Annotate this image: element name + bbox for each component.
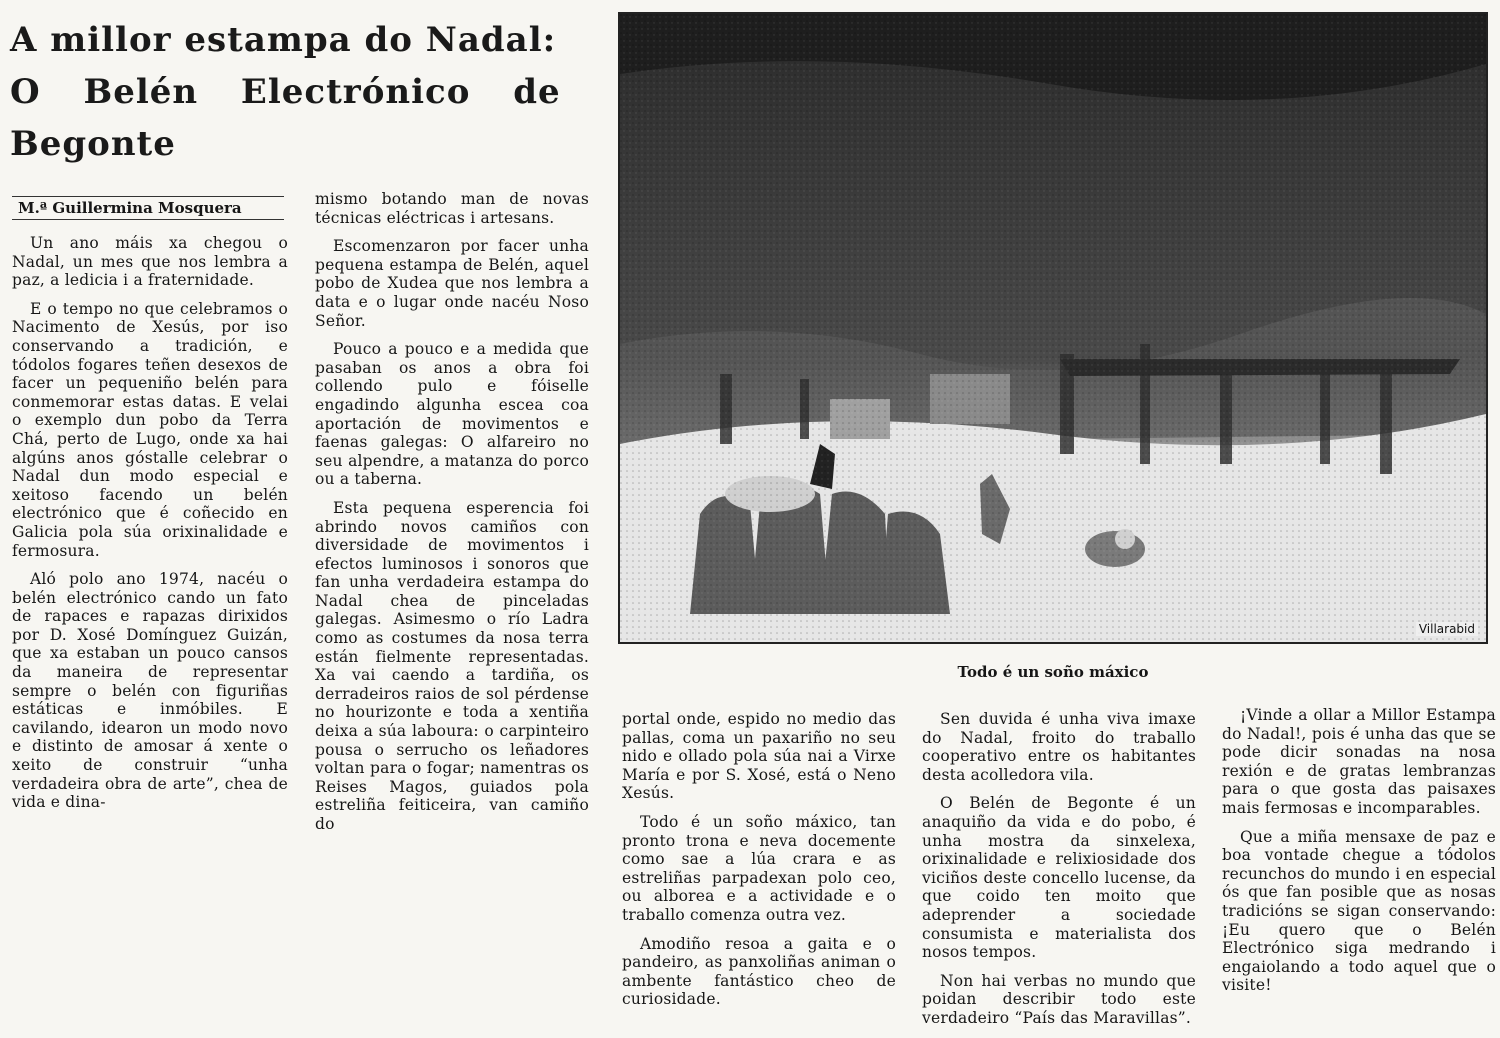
paragraph: Amodiño resoa a gaita e o pandeiro, as panxoliñas animan o ambente fantástico cheo de curiosidade. (622, 934, 896, 1009)
headline-line-2: O Belén Electrónico de (10, 72, 561, 112)
text-column-3 (622, 710, 896, 1019)
headline-line-1: A millor estampa do Nadal: (10, 20, 557, 60)
paragraph: Non hai verbas no mundo que poidan describir todo este verdadeiro “País das Maravillas”. (922, 971, 1196, 1027)
paragraph: Escomenzaron por facer unha pequena estampa de Belén, aquel pobo de Xudea que nos lembra a data e o lugar onde nacéu Noso Señor. (315, 237, 589, 330)
paragraph: portal onde, espido no medio das pallas, coma un paxariño no seu nido e ollado pola súa nai a Virxe María e por S. Xosé, está o Neno Xesús. (622, 710, 896, 803)
text-column-1 (12, 234, 288, 822)
photo-credit: Villarabid (1416, 622, 1478, 636)
paragraph: Aló polo ano 1974, nacéu o belén electrónico cando un fato de rapaces e rapazas dirixidos por D. Xosé Domínguez Guizán, que xa estaban un pouco cansos da maneira de representar sempre o belén con figuriñas estáticas e inmóbiles. E cavilando, idearon un modo novo e distinto de amosar á xente o xeito de construir “unha verdadeira obra de arte”, chea de vida e dina- (12, 570, 288, 812)
text-column-4 (922, 710, 1196, 1038)
nativity-photo (618, 12, 1488, 644)
paragraph: Esta pequena esperencia foi abrindo novos camiños con diversidade de movimentos i efectos luminosos i sonoros que fan unha verdadeira estampa do Nadal chea de pinceladas galegas. Asimesmo o río Ladra como as costumes da nosa terra están fielmente representadas. Xa vai caendo a tardiña, os derradeiros raios de sol pérdense no hourizonte e toda a xentiña deixa a súa laboura: o carpinteiro pousa o serrucho os leñadores voltan para o fogar; namentras os Reises Magos, guiados pola estreliña feiticeira, van camiño do (315, 498, 589, 833)
text-column-2 (315, 190, 589, 844)
paragraph: Sen duvida é unha viva imaxe do Nadal, froito do traballo cooperativo entre os habitantes desta acolledora vila. (922, 710, 1196, 784)
photo-caption: Todo é un soño máxico (957, 663, 1149, 681)
paragraph: O Belén de Begonte é un anaquiño da vida e do pobo, é unha mostra da sinxelexa, orixinalidade e relixiosidade dos viciños deste concello lucense, da que coido ten moito que adeprender a sociedade consumista e materialista dos nosos tempos. (922, 794, 1196, 962)
paragraph: Pouco a pouco e a medida que pasaban os anos a obra foi collendo pulo e fóiselle engadindo algunha escea coa aportación de movimentos e faenas galegas: O alfareiro no seu alpendre, a matanza do porco ou a taberna. (315, 340, 589, 489)
headline-line-3: Begonte (10, 124, 176, 164)
text-column-5 (1222, 706, 1496, 1005)
byline: M.ª Guillermina Mosquera (12, 196, 284, 220)
paragraph: Todo é un soño máxico, tan pronto trona e neva docemente como sae a lúa crara e as estreliñas parpadexan polo ceo, ou alborea e a actividade e o traballo comenza outra vez. (622, 812, 896, 924)
paragraph: mismo botando man de novas técnicas eléctricas i artesans. (315, 190, 589, 227)
photo-illustration (620, 14, 1486, 642)
paragraph: Un ano máis xa chegou o Nadal, un mes que nos lembra a paz, a ledicia i a fraternidade. (12, 234, 288, 290)
paragraph: E o tempo no que celebramos o Nacimento de Xesús, por iso conservando a tradición, e tódolos fogares teñen desexos de facer un pequeniño belén para conmemorar estas datas. E velai o exemplo dun pobo da Terra Chá, perto de Lugo, onde xa hai algúns anos góstalle celebrar o Nadal dun modo especial e xeitoso facendo un belén electrónico que é coñecido en Galicia pola súa orixinalidade e fermosura. (12, 299, 288, 560)
paragraph: Que a miña mensaxe de paz e boa vontade chegue a tódolos recunchos do mundo i en especial ós que fan posible que as nosas tradicións se sigan conservando: ¡Eu quero que o Belén Electrónico siga medrando i engaiolando a todo aquel que o visite! (1222, 827, 1496, 995)
headline (10, 14, 590, 170)
paragraph: ¡Vinde a ollar a Millor Estampa do Nadal!, pois é unha das que se pode dicir sonadas na nosa rexión e de gratas lembranzas para o que gosta das paisaxes mais fermosas e incomparables. (1222, 706, 1496, 817)
